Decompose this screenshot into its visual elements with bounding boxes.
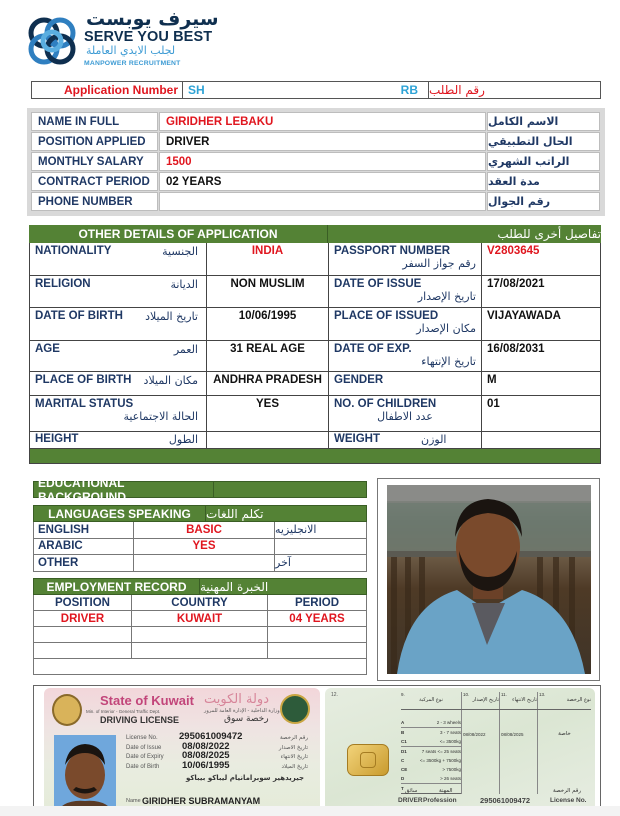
position-value: DRIVER: [159, 132, 486, 151]
logo-english-name: SERVE YOU BEST: [84, 29, 213, 45]
nationality-label: NATIONALITY: [35, 245, 112, 257]
language-level: [134, 555, 275, 571]
education-title: EDUCATIONAL BACKGROUND: [34, 482, 214, 497]
table-row: [30, 243, 600, 276]
table-row: [33, 539, 367, 556]
category-code: CE: [401, 767, 408, 772]
employment-period: [268, 643, 366, 658]
dob-label: DATE OF BIRTH: [35, 310, 123, 322]
profession-value: DRIVER: [398, 797, 423, 804]
category-code: A: [401, 720, 405, 725]
license-field-labels: [126, 734, 164, 772]
employment-country: [132, 643, 268, 658]
logo-arabic-name: سيرف يوبست: [86, 8, 219, 30]
header-ar: تاريخ الانتهاء: [512, 697, 537, 703]
license-field-labels-ar: [268, 734, 308, 772]
nationality-label-ar: الجنسية: [162, 245, 198, 258]
column-header-position: POSITION: [34, 595, 132, 610]
category-desc: > 7500kg: [442, 767, 461, 772]
other-details-footer: [29, 449, 601, 464]
date-of-expiry-label: Date of Expiry: [126, 754, 164, 760]
kuwait-emblem-icon: [52, 694, 82, 726]
table-row: [33, 522, 367, 539]
languages-header: [33, 505, 367, 522]
marital-status-label-ar: الحالة الاجتماعية: [123, 410, 198, 423]
employment-country: KUWAIT: [132, 611, 268, 626]
license-no-value: 295061009472: [179, 731, 243, 742]
place-of-birth-label: PLACE OF BIRTH: [35, 374, 132, 386]
position-label-ar: الحال التطبيقي: [487, 132, 600, 151]
gender-label: GENDER: [334, 374, 384, 386]
blank-cell: [34, 659, 366, 674]
license-name-label: Name: [126, 798, 141, 804]
place-of-issue-label: PLACE OF ISSUED: [334, 310, 439, 322]
languages-title: LANGUAGES SPEAKING: [34, 506, 206, 521]
date-of-birth-label-ar: تاريخ الميلاد: [281, 763, 308, 770]
language-name: OTHER: [34, 555, 134, 571]
place-of-issue-value: VIJAYAWADA: [487, 310, 561, 322]
table-row: [30, 276, 600, 308]
table-row: [33, 555, 367, 572]
driving-license-front: [44, 688, 320, 816]
position-label: POSITION APPLIED: [31, 132, 158, 151]
category-desc: 3 - 7 seats: [439, 730, 461, 735]
table-row: [33, 643, 367, 659]
language-level: BASIC: [134, 522, 275, 538]
driving-license-back: [325, 688, 595, 816]
category-desc: <= 3500kg: [439, 739, 461, 744]
issue-date-header: [461, 692, 499, 709]
license-title-en: DRIVING LICENSE: [100, 715, 180, 725]
language-name-ar: الانجليزيه: [275, 523, 317, 537]
languages-title-ar: تكلم اللغات: [206, 506, 264, 521]
employment-title: EMPLOYMENT RECORD: [34, 579, 200, 594]
license-type-header: [537, 692, 591, 709]
category-code: C: [401, 758, 405, 763]
issue-date-cell: 08/08/2022: [461, 710, 499, 794]
education-value: [214, 482, 366, 497]
header-num: 10.: [463, 692, 470, 697]
license-no-label: License No.: [126, 735, 158, 741]
license-state-en: State of Kuwait: [100, 693, 194, 708]
place-of-issue-label-ar: مكان الإصدار: [416, 322, 476, 335]
date-of-birth-label: Date of Birth: [126, 763, 160, 770]
children-value: 01: [487, 398, 500, 410]
language-name-ar: آخر: [275, 556, 291, 570]
profession-label: Profession: [423, 797, 457, 804]
marital-status-label: MARITAL STATUS: [35, 398, 134, 410]
personal-row-name: [31, 112, 601, 132]
language-name-ar: [275, 539, 366, 555]
weight-value: [482, 432, 600, 448]
expiry-date-header: [499, 692, 537, 709]
logo-english-tagline: MANPOWER RECRUITMENT: [84, 60, 181, 67]
phone-value: [159, 192, 486, 211]
applicant-photo: [387, 485, 591, 674]
phone-label-ar: رقم الجوال: [487, 192, 600, 211]
column-header-period: PERIOD: [294, 596, 340, 609]
category-code: T: [401, 786, 404, 791]
category-code: D1: [401, 749, 407, 754]
employment-title-ar: الخبرة المهنية: [200, 579, 269, 594]
profession-label-ar: المهنة: [439, 788, 453, 794]
date-of-exp-label: DATE OF EXP.: [334, 343, 412, 355]
application-number-value: [183, 82, 429, 98]
height-label-ar: الطول: [168, 433, 198, 446]
religion-label-ar: الديانة: [170, 278, 198, 291]
date-of-issue-label-ar: تاريخ الاصدار: [278, 744, 308, 751]
dob-label-ar: تاريخ الميلاد: [145, 310, 198, 323]
age-value: 31 REAL AGE: [207, 341, 329, 371]
place-of-birth-value: ANDHRA PRADESH: [207, 372, 329, 395]
category-code: C1: [401, 739, 407, 744]
employment-position: DRIVER: [34, 611, 132, 626]
application-number-label: Application Number: [32, 82, 183, 98]
passport-label: PASSPORT NUMBER: [334, 245, 451, 257]
category-code: D: [401, 776, 405, 781]
license-type-cell: خاصة: [537, 710, 591, 794]
language-name: ENGLISH: [34, 522, 134, 538]
license-no-value-back: 295061009472: [480, 796, 531, 805]
gcc-emblem-icon: [280, 694, 310, 724]
employment-country: [132, 627, 268, 642]
license-ministry-ar: وزارة الداخلية - الإدارة العامة للمرور: [204, 708, 280, 714]
license-photo: [54, 735, 116, 816]
other-details-table: [29, 225, 601, 464]
name-label-ar: الاسم الكامل: [487, 112, 600, 131]
header-ar: نوع المركبة: [419, 697, 443, 703]
name-label: NAME IN FULL: [31, 112, 158, 131]
age-label: AGE: [35, 343, 60, 355]
employment-position: [34, 627, 132, 642]
personal-row-contract: [31, 172, 601, 192]
header-ar: نوع الرخصة: [566, 697, 591, 703]
salary-label-ar: الراتب الشهري: [487, 152, 600, 171]
header-num: 11.: [501, 692, 507, 697]
date-of-birth-value: 10/06/1995: [182, 759, 230, 771]
age-label-ar: العمر: [173, 343, 198, 356]
category-desc: 7 seats <= 25 seats: [421, 749, 461, 754]
category-desc: 2 - 3 wheels: [436, 720, 461, 725]
page-bottom-strip: [0, 806, 620, 816]
employment-period: [268, 627, 366, 642]
license-name-value: GIRIDHER SUBRAMANYAM: [142, 796, 261, 806]
table-row: [33, 611, 367, 627]
nationality-value: INDIA: [207, 243, 329, 275]
application-code: RB: [400, 83, 418, 97]
personal-row-salary: [31, 152, 601, 172]
license-category-table: [401, 692, 591, 794]
place-of-birth-label-ar: مكان الميلاد: [143, 374, 198, 387]
logo-arabic-tagline: لجلب الايدي العاملة: [86, 44, 176, 57]
application-prefix: SH: [188, 83, 205, 97]
header-num: 9.: [401, 692, 405, 697]
children-label-ar: عدد الاطفال: [377, 410, 433, 423]
license-state-ar: دولة الكويت: [204, 692, 269, 707]
passport-value: V2803645: [487, 245, 540, 257]
table-row: [33, 627, 367, 643]
vehicle-type-header: [401, 692, 461, 709]
license-title-ar: رخصة سوق: [224, 714, 269, 724]
header-num: 13.: [539, 692, 546, 697]
chip-icon: [347, 744, 389, 776]
personal-row-phone: [31, 192, 601, 212]
date-of-issue-label: DATE OF ISSUE: [334, 278, 422, 290]
weight-label: WEIGHT: [334, 433, 380, 445]
column-header-country: COUNTRY: [132, 595, 268, 610]
contract-label-ar: مدة العقد: [487, 172, 600, 191]
education-header: [33, 475, 367, 504]
applicant-photo-frame: [377, 478, 600, 681]
other-details-title-ar: تفاصيل أخرى للطلب: [497, 227, 601, 241]
date-of-expiry-label-ar: تاريخ الانتهاء: [280, 754, 308, 760]
other-details-title: OTHER DETAILS OF APPLICATION: [29, 225, 328, 243]
religion-value: NON MUSLIM: [207, 276, 329, 307]
employment-table: [33, 578, 367, 675]
application-number-bar: [31, 81, 601, 99]
other-details-header: [29, 225, 601, 243]
license-name-ar: جيريدهير سوبرامانيام ليباكو بيباكو: [185, 774, 304, 782]
header-ar: تاريخ الإصدار: [472, 697, 499, 703]
license-no-label-ar: رقم الرخصة: [279, 735, 308, 741]
application-number-label-ar: رقم الطلب: [429, 83, 485, 97]
company-logo-icon: [24, 13, 80, 69]
religion-label: RELIGION: [35, 278, 91, 290]
table-row: [30, 372, 600, 396]
salary-label: MONTHLY SALARY: [31, 152, 158, 171]
languages-table: [33, 505, 367, 572]
table-row: [30, 396, 600, 432]
children-label: NO. OF CHILDREN: [334, 398, 437, 410]
license-ministry-en: Min. of Interior - General Traffic Dept.: [86, 709, 161, 714]
table-row: [30, 432, 600, 449]
date-of-exp-value: 16/08/2031: [487, 343, 545, 355]
vehicle-categories: [401, 710, 461, 794]
height-label: HEIGHT: [35, 433, 79, 445]
category-desc: > 26 seats: [440, 776, 461, 781]
personal-row-position: [31, 132, 601, 152]
dob-value: 10/06/1995: [207, 308, 329, 340]
date-of-issue-label-ar: تاريخ الإصدار: [417, 290, 476, 303]
table-row-blank: [33, 659, 367, 675]
license-category-body: [401, 710, 591, 794]
date-of-issue-label: Date of Issue: [126, 744, 162, 751]
contract-label: CONTRACT PERIOD: [31, 172, 158, 191]
employment-position: [34, 643, 132, 658]
weight-label-ar: الوزن: [421, 433, 447, 446]
language-name: ARABIC: [34, 539, 134, 555]
language-level: YES: [134, 539, 275, 555]
date-of-expiry-value: 08/08/2025: [182, 750, 230, 761]
category-desc: <= 3500kg + 7500kg: [419, 758, 461, 763]
gender-value: M: [487, 374, 497, 386]
table-row: [30, 308, 600, 341]
table-row: [30, 341, 600, 372]
salary-value: 1500: [159, 152, 486, 171]
contract-value: 02 YEARS: [159, 172, 486, 191]
height-value: [207, 432, 329, 448]
license-category-header: [401, 692, 591, 710]
employment-header: [33, 578, 367, 595]
employment-column-headers: [33, 595, 367, 611]
phone-label: PHONE NUMBER: [31, 192, 158, 211]
date-of-issue-value: 08/08/2022: [182, 740, 230, 752]
license-no-label-ar-back: رقم الرخصة: [553, 788, 582, 794]
license-back-side-number: 12.: [331, 692, 338, 698]
employment-period: 04 YEARS: [289, 612, 345, 625]
personal-info-table: [27, 108, 605, 216]
date-of-issue-value: 17/08/2021: [487, 278, 545, 290]
name-value: GIRIDHER LEBAKU: [159, 112, 486, 131]
category-code: B: [401, 730, 405, 735]
date-of-exp-label-ar: تاريخ الإنتهاء: [421, 355, 476, 368]
expiry-date-cell: 08/08/2025: [499, 710, 537, 794]
license-field-values: [179, 732, 242, 770]
profession-ar: سائق: [405, 788, 418, 794]
marital-status-value: YES: [207, 396, 329, 431]
passport-label-ar: رقم جواز السفر: [402, 257, 476, 270]
license-no-label-back: License No.: [550, 797, 587, 804]
